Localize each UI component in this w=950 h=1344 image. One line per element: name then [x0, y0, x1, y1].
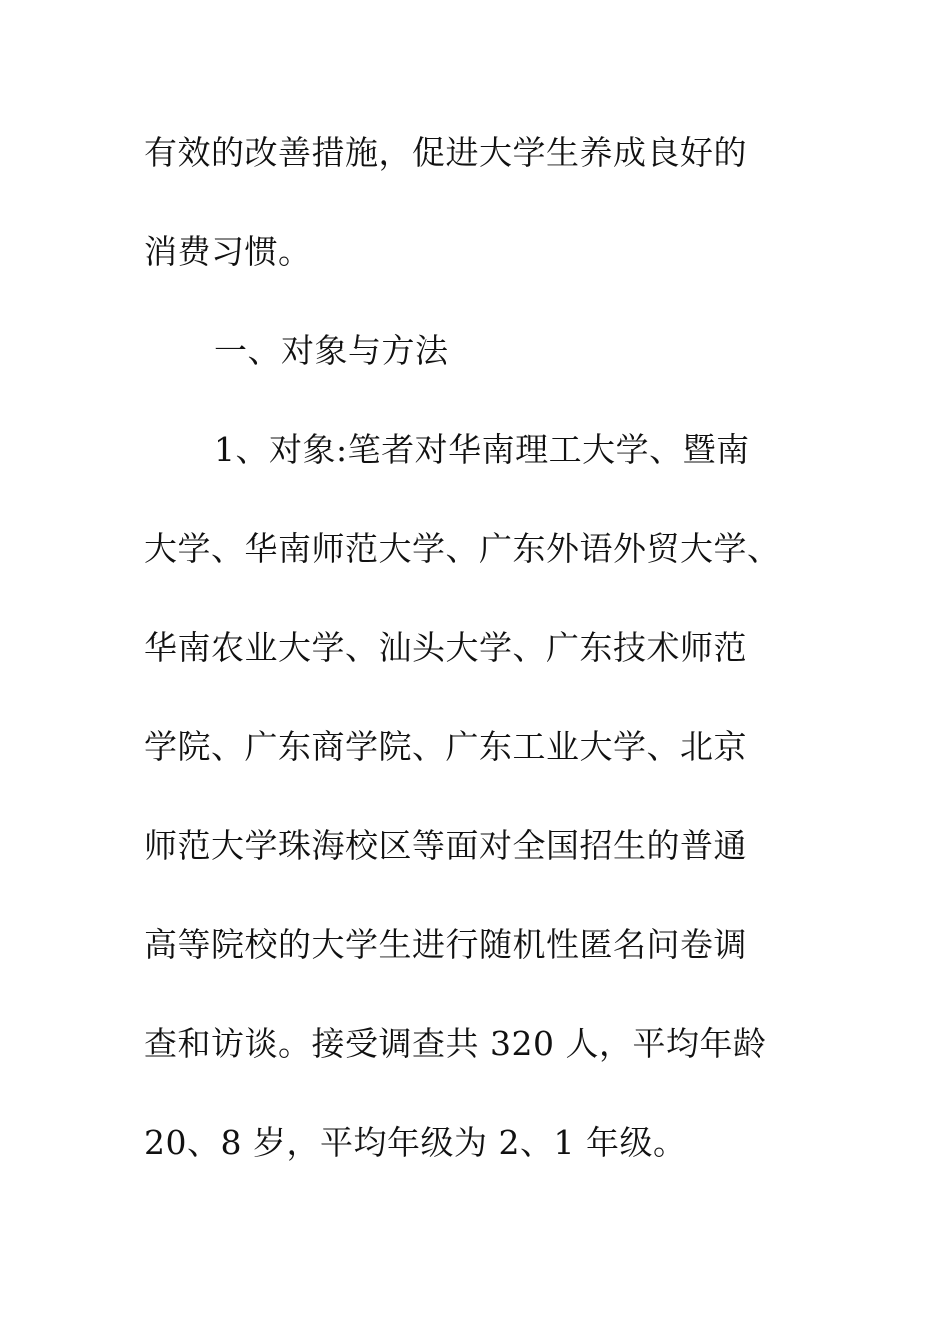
paragraph-line: 查和访谈。接受调查共 320 人，平均年龄 — [144, 1024, 767, 1063]
body-text — [144, 120, 824, 1209]
paragraph-line: 高等院校的大学生进行随机性匿名问卷调 — [144, 925, 747, 964]
paragraph-line: 1、对象:笔者对华南理工大学、暨南 — [214, 430, 750, 469]
paragraph-line: 师范大学珠海校区等面对全国招生的普通 — [144, 826, 747, 865]
paragraph-line: 华南农业大学、汕头大学、广东技术师范 — [144, 628, 747, 667]
section-heading: 一、对象与方法 — [214, 331, 449, 370]
paragraph-line: 有效的改善措施，促进大学生养成良好的 — [144, 133, 747, 172]
paragraph-line: 学院、广东商学院、广东工业大学、北京 — [144, 727, 747, 766]
paragraph-line: 消费习惯。 — [144, 232, 312, 271]
paragraph-line: 大学、华南师范大学、广东外语外贸大学、 — [144, 529, 781, 568]
paragraph-line: 20、8 岁，平均年级为 2、1 年级。 — [144, 1123, 687, 1162]
